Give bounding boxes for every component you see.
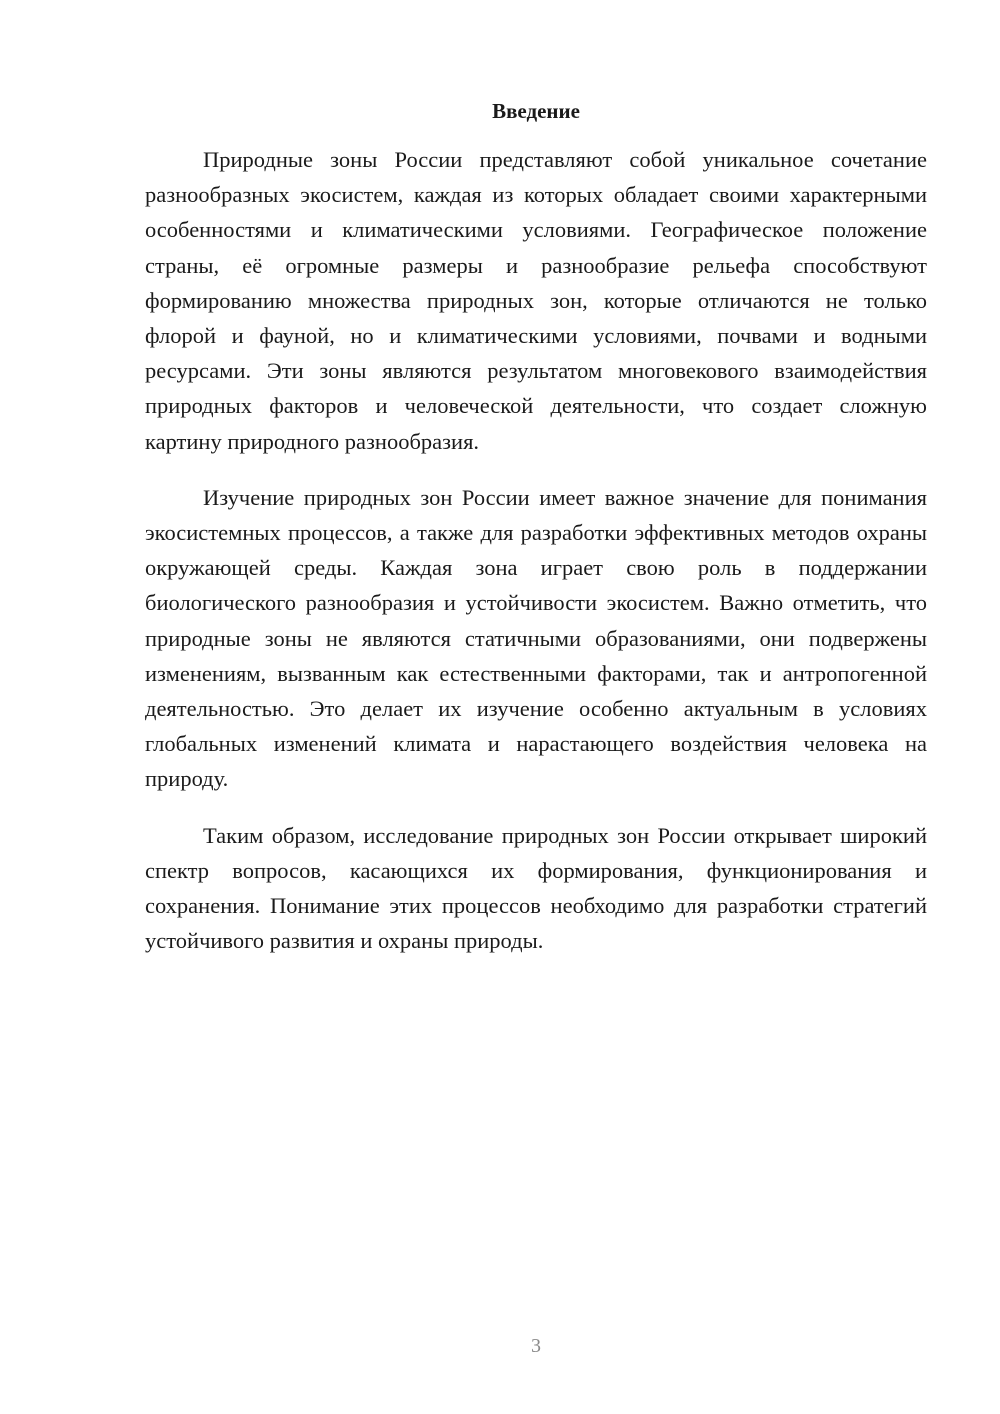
section-heading: Введение	[492, 99, 580, 123]
page-number: 3	[531, 1335, 541, 1357]
paragraph-1: Природные зоны России представляют собой уникальное сочетание разнообразных экосистем, каждая из которых обладает своими характерными особенностями и климатическими условиями. Географическое положение страны, её огромные размеры и разнообразие рельефа способствуют формированию множества природных зон, которые отличаются не только флорой и фауной, но и климатическими условиями, почвами и водными ресурсами. Эти зоны являются результатом многовекового взаимодействия природных факторов и человеческой деятельности, что создает сложную картину природного разнообразия.	[145, 147, 927, 454]
body-text	[145, 142, 927, 979]
paragraph-3: Таким образом, исследование природных зон России открывает широкий спектр вопросов, касающихся их формирования, функционирования и сохранения. Понимание этих процессов необходимо для разработки стратегий устойчивого развития и охраны природы.	[145, 822, 927, 954]
paragraph-2: Изучение природных зон России имеет важное значение для понимания экосистемных процессов, а также для разработки эффективных методов охраны окружающей среды. Каждая зона играет свою роль в поддержании биологического разнообразия и устойчивости экосистем. Важно отметить, что природные зоны не являются статичными образованиями, они подвержены изменениям, вызванным как естественными факторами, так и антропогенной деятельностью. Это делает их изучение особенно актуальным в условиях глобальных изменений климата и нарастающего воздействия человека на природу.	[145, 484, 927, 792]
